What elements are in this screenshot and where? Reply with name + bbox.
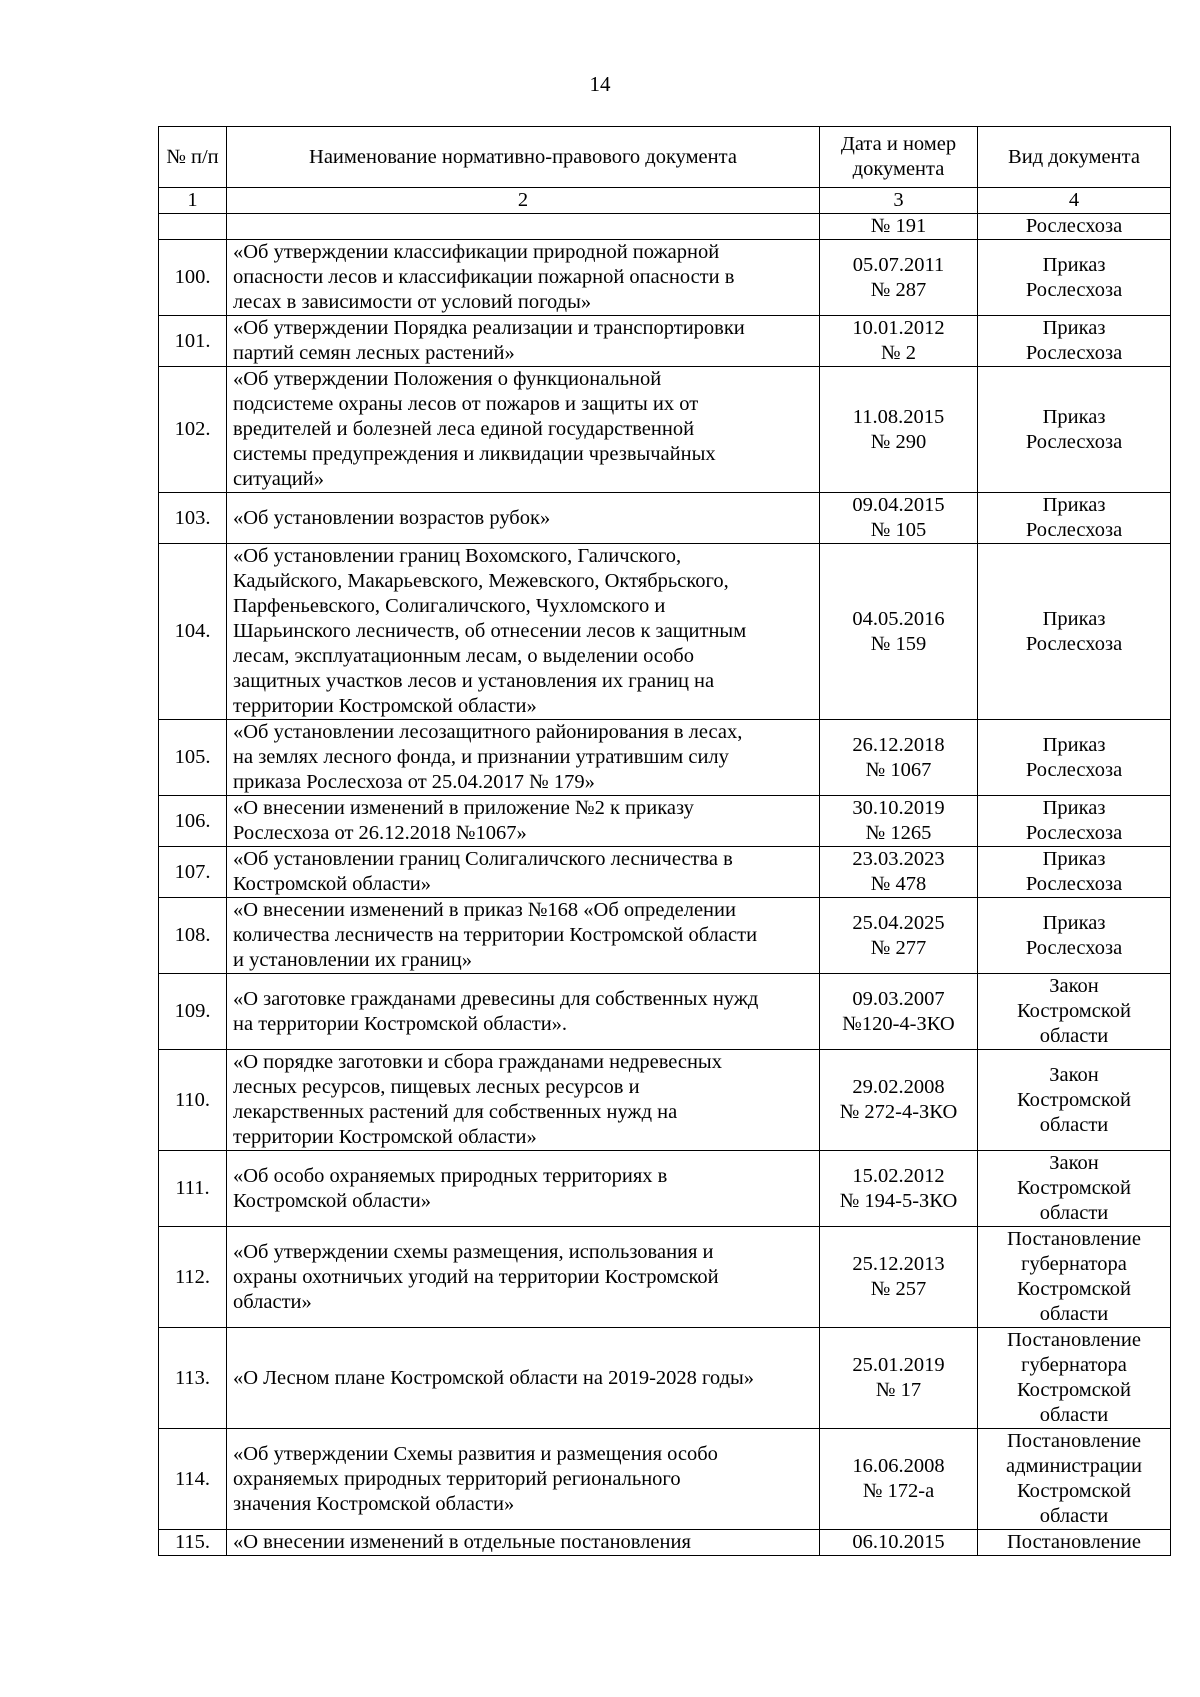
document-type	[978, 720, 1171, 796]
document-name-line: «Об утверждении Порядка реализации и транспортировки	[233, 317, 745, 339]
document-name-line: Рослесхоза от 26.12.2018 №1067»	[233, 822, 527, 844]
document-name	[227, 1151, 820, 1227]
document-type-line: Рослесхоза	[1025, 215, 1123, 237]
row-number: 106.	[159, 796, 227, 847]
row-number: 101.	[159, 316, 227, 367]
document-type	[978, 847, 1171, 898]
row-number: 102.	[159, 367, 227, 493]
document-name-line: «Об особо охраняемых природных территориях в	[233, 1164, 668, 1187]
document-type	[978, 1151, 1171, 1227]
document-type-line: Костромской	[1016, 1379, 1132, 1401]
document-name-line: территории Костромской области»	[233, 695, 537, 717]
document-name	[227, 214, 820, 240]
document-date-number-line: 26.12.2018	[852, 733, 945, 756]
document-type	[978, 214, 1171, 240]
table-row	[159, 367, 1171, 493]
document-date-number-line: № 2	[881, 342, 916, 364]
document-type-line: администрации	[1006, 1455, 1142, 1477]
document-type	[978, 367, 1171, 493]
document-type-line: Костромской	[1016, 1278, 1132, 1300]
document-name	[227, 974, 820, 1050]
document-date-number-line: 29.02.2008	[852, 1076, 945, 1098]
document-date-number-line: 11.08.2015	[852, 405, 945, 428]
document-type-line: Приказ	[1042, 317, 1106, 339]
document-type-line: Постановление	[1007, 1329, 1141, 1351]
document-name-line: на землях лесного фонда, и признании утратившим силу	[233, 746, 729, 768]
document-name-line: значения Костромской области»	[233, 1492, 515, 1515]
table-row	[159, 1151, 1171, 1227]
document-type-line: Закон	[1049, 1063, 1099, 1086]
document-name-line: «О заготовке гражданами древесины для собственных нужд	[233, 987, 759, 1010]
document-name	[227, 240, 820, 316]
document-type-line: Приказ	[1042, 253, 1106, 276]
document-type-line: Закон	[1049, 975, 1099, 997]
document-type-line: Закон	[1049, 1152, 1099, 1174]
document-date-number-line: № 17	[875, 1379, 922, 1401]
documents-table	[158, 126, 1171, 1556]
row-number	[159, 214, 227, 240]
table-row	[159, 898, 1171, 974]
document-name-line: территории Костромской области»	[233, 1126, 537, 1148]
document-type	[978, 493, 1171, 544]
row-number: 111.	[159, 1151, 227, 1227]
document-type-line: Рослесхоза	[1025, 430, 1123, 453]
document-name	[227, 544, 820, 720]
document-name-line: Парфеньевского, Солигаличского, Чухломского и	[233, 595, 666, 617]
document-date-number-line: 23.03.2023	[852, 848, 945, 870]
column-index: 1	[159, 188, 227, 214]
document-date-number-line: 15.02.2012	[852, 1164, 945, 1187]
document-date-number-line: № 1067	[865, 758, 932, 781]
document-type-line: Приказ	[1042, 494, 1106, 516]
document-name-line: «Об установлении возрастов рубок»	[233, 506, 551, 529]
document-name	[227, 316, 820, 367]
document-date-number-line: № 257	[870, 1278, 927, 1300]
table-row	[159, 493, 1171, 544]
document-type-line: Приказ	[1042, 607, 1106, 630]
document-name	[227, 1050, 820, 1151]
document-type-line: Костромской	[1016, 1480, 1132, 1502]
document-name-line: «О внесении изменений в приложение №2 к приказу	[233, 797, 694, 819]
document-name-line: лесах в зависимости от условий погоды»	[233, 291, 592, 313]
document-type-line: Рослесхоза	[1025, 632, 1123, 655]
document-date-number-line: 06.10.2015	[852, 1531, 945, 1553]
table-row	[159, 214, 1171, 240]
document-name	[227, 720, 820, 796]
document-date-number-line: 25.04.2025	[852, 911, 945, 934]
document-date-number-line: 04.05.2016	[852, 607, 945, 630]
row-number: 113.	[159, 1328, 227, 1429]
document-name-line: количества лесничеств на территории Костромской области	[233, 924, 758, 946]
document-name	[227, 493, 820, 544]
table-row	[159, 1530, 1171, 1556]
document-name	[227, 1227, 820, 1328]
document-date-number	[820, 796, 978, 847]
document-name-line: «О Лесном плане Костромской области на 2019-2028 годы»	[233, 1366, 755, 1389]
document-type-line: Приказ	[1042, 911, 1106, 934]
document-date-number-line: №120-4-ЗКО	[842, 1012, 955, 1035]
row-number: 110.	[159, 1050, 227, 1151]
document-date-number	[820, 544, 978, 720]
table-row	[159, 1328, 1171, 1429]
document-type-line: Костромской	[1016, 1088, 1132, 1111]
document-type	[978, 796, 1171, 847]
document-date-number-line: 25.12.2013	[852, 1253, 945, 1275]
document-name-line: Костромской области»	[233, 873, 431, 895]
page-number: 14	[589, 72, 611, 96]
document-type	[978, 1429, 1171, 1530]
row-number: 112.	[159, 1227, 227, 1328]
document-type-line: Рослесхоза	[1025, 936, 1123, 959]
document-date-number	[820, 316, 978, 367]
document-name-line: области»	[233, 1290, 312, 1313]
header-name: Наименование нормативно-правового документа	[227, 127, 820, 188]
document-name	[227, 1530, 820, 1556]
table-row	[159, 544, 1171, 720]
document-date-number-line: № 159	[870, 632, 927, 655]
document-type	[978, 316, 1171, 367]
document-name-line: охраняемых природных территорий регионального	[233, 1467, 681, 1490]
row-number: 115.	[159, 1530, 227, 1556]
column-index: 3	[820, 188, 978, 214]
row-number: 100.	[159, 240, 227, 316]
document-date-number-line: № 105	[870, 519, 927, 541]
document-type	[978, 1328, 1171, 1429]
document-name-line: лесных ресурсов, пищевых лесных ресурсов и	[233, 1076, 640, 1098]
document-type-line: области	[1039, 1025, 1109, 1047]
row-number: 103.	[159, 493, 227, 544]
document-name	[227, 1429, 820, 1530]
document-name-line: «Об установлении лесозащитного районирования в лесах,	[233, 721, 743, 743]
document-date-number-line: № 1265	[865, 822, 932, 844]
table-body	[159, 214, 1171, 1556]
document-type-line: области	[1039, 1404, 1109, 1426]
document-date-number	[820, 214, 978, 240]
document-name-line: «Об утверждении схемы размещения, использования и	[233, 1240, 714, 1263]
document-name-line: «Об утверждении классификации природной пожарной	[233, 241, 720, 263]
document-date-number-line: № 172-а	[862, 1480, 935, 1502]
document-type-line: Рослесхоза	[1025, 758, 1123, 781]
document-date-number	[820, 493, 978, 544]
document-date-number	[820, 367, 978, 493]
document-type	[978, 898, 1171, 974]
table-row	[159, 974, 1171, 1050]
document-date-number	[820, 1227, 978, 1328]
document-type	[978, 1227, 1171, 1328]
document-date-number	[820, 240, 978, 316]
document-name-line: вредителей и болезней леса единой государственной	[233, 418, 695, 440]
document-name-line: защитных участков лесов и установления их границ на	[233, 670, 715, 692]
document-date-number	[820, 1328, 978, 1429]
document-date-number	[820, 720, 978, 796]
document-name-line: на территории Костромской области».	[233, 1012, 568, 1035]
document-type-line: Постановление	[1007, 1531, 1141, 1553]
table-row	[159, 240, 1171, 316]
table-row	[159, 1429, 1171, 1530]
row-number: 105.	[159, 720, 227, 796]
document-type	[978, 544, 1171, 720]
row-number: 108.	[159, 898, 227, 974]
document-date-number-line: № 290	[870, 430, 927, 453]
document-type-line: Рослесхоза	[1025, 278, 1123, 301]
document-type-line: области	[1039, 1303, 1109, 1325]
document-type-line: Рослесхоза	[1025, 519, 1123, 541]
document-date-number-line: 05.07.2011	[852, 253, 945, 276]
table-row	[159, 847, 1171, 898]
document-date-number	[820, 1050, 978, 1151]
document-type	[978, 240, 1171, 316]
row-number: 107.	[159, 847, 227, 898]
document-type-line: Рослесхоза	[1025, 873, 1123, 895]
document-type-line: области	[1039, 1505, 1109, 1527]
document-name	[227, 796, 820, 847]
document-type-line: Костромской	[1016, 1177, 1132, 1199]
document-type-line: области	[1039, 1202, 1109, 1224]
document-name-line: «Об утверждении Схемы развития и размещения особо	[233, 1442, 718, 1465]
document-date-number-line: 16.06.2008	[852, 1455, 945, 1477]
document-name-line: Кадыйского, Макарьевского, Межевского, Октябрьского,	[233, 570, 729, 592]
row-number: 109.	[159, 974, 227, 1050]
document-type-line: губернатора	[1021, 1253, 1127, 1275]
document-name-line: «Об установлении границ Вохомского, Галичского,	[233, 545, 682, 567]
document-date-number	[820, 974, 978, 1050]
document-name-line: «О порядке заготовки и сбора гражданами недревесных	[233, 1051, 722, 1073]
document-type-line: Рослесхоза	[1025, 822, 1123, 844]
document-name-line: ситуаций»	[233, 468, 324, 490]
document-date-number	[820, 1151, 978, 1227]
document-name	[227, 1328, 820, 1429]
table-row	[159, 1227, 1171, 1328]
document-name-line: охраны охотничьих угодий на территории Костромской	[233, 1265, 719, 1288]
document-date-number-line: № 272-4-ЗКО	[839, 1101, 958, 1123]
document-type-line: Приказ	[1042, 848, 1106, 870]
document-name-line: партий семян лесных растений»	[233, 342, 515, 364]
document-date-number-line: 30.10.2019	[852, 797, 945, 819]
document-name-line: системы предупреждения и ликвидации чрезвычайных	[233, 443, 716, 465]
table-header	[159, 127, 1171, 214]
document-name-line: «О внесении изменений в приказ №168 «Об определении	[233, 899, 736, 921]
document-date-number-line: 09.03.2007	[852, 987, 945, 1010]
document-name-line: «О внесении изменений в отдельные постановления	[233, 1531, 691, 1553]
row-number: 104.	[159, 544, 227, 720]
column-index: 2	[227, 188, 820, 214]
document-date-number-line: № 277	[870, 936, 927, 959]
document-name	[227, 898, 820, 974]
document-type-line: Постановление	[1007, 1430, 1141, 1452]
document-date-number	[820, 898, 978, 974]
table-row	[159, 316, 1171, 367]
document-date-number-line: 25.01.2019	[852, 1354, 945, 1376]
document-date-number-line: № 194-5-ЗКО	[839, 1189, 958, 1212]
document-type-line: Рослесхоза	[1025, 342, 1123, 364]
document-type-line: Постановление	[1007, 1228, 1141, 1250]
header-date: Дата и номер документа	[820, 127, 978, 188]
document-date-number-line: № 287	[870, 278, 927, 301]
document-type-line: губернатора	[1021, 1354, 1127, 1376]
document-name-line: лекарственных растений для собственных нужд на	[233, 1101, 678, 1123]
document-date-number	[820, 1530, 978, 1556]
document-date-number-line: 10.01.2012	[852, 317, 945, 339]
table-row	[159, 720, 1171, 796]
document-name-line: приказа Рослесхоза от 25.04.2017 № 179»	[233, 771, 595, 793]
document-date-number	[820, 1429, 978, 1530]
document-type-line: Костромской	[1016, 1000, 1132, 1022]
document-type	[978, 1530, 1171, 1556]
document-name-line: подсистеме охраны лесов от пожаров и защиты их от	[233, 393, 699, 415]
document-name	[227, 847, 820, 898]
document-date-number-line: № 191	[870, 215, 927, 237]
document-date-number	[820, 847, 978, 898]
document-name-line: и установлении их границ»	[233, 949, 473, 971]
document-name	[227, 367, 820, 493]
document-type-line: Приказ	[1042, 733, 1106, 756]
column-index-row	[159, 188, 1171, 214]
document-type-line: Приказ	[1042, 405, 1106, 428]
column-index: 4	[978, 188, 1171, 214]
table-row	[159, 796, 1171, 847]
document-type-line: Приказ	[1042, 797, 1106, 819]
row-number: 114.	[159, 1429, 227, 1530]
document-date-number-line: 09.04.2015	[852, 494, 945, 516]
document-date-number-line: № 478	[870, 873, 927, 895]
header-num: № п/п	[159, 127, 227, 188]
document-name-line: «Об установлении границ Солигаличского лесничества в	[233, 848, 733, 870]
document-type	[978, 974, 1171, 1050]
document-name-line: Шарьинского лесничеств, об отнесении лесов к защитным	[233, 620, 747, 642]
document-name-line: лесам, эксплуатационным лесам, о выделении особо	[233, 645, 694, 667]
document-name-line: «Об утверждении Положения о функциональной	[233, 368, 662, 390]
document-name-line: опасности лесов и классификации пожарной опасности в	[233, 266, 735, 288]
table-row	[159, 1050, 1171, 1151]
header-type: Вид документа	[978, 127, 1171, 188]
document-type	[978, 1050, 1171, 1151]
document-name-line: Костромской области»	[233, 1189, 431, 1212]
document-type-line: области	[1039, 1113, 1109, 1136]
